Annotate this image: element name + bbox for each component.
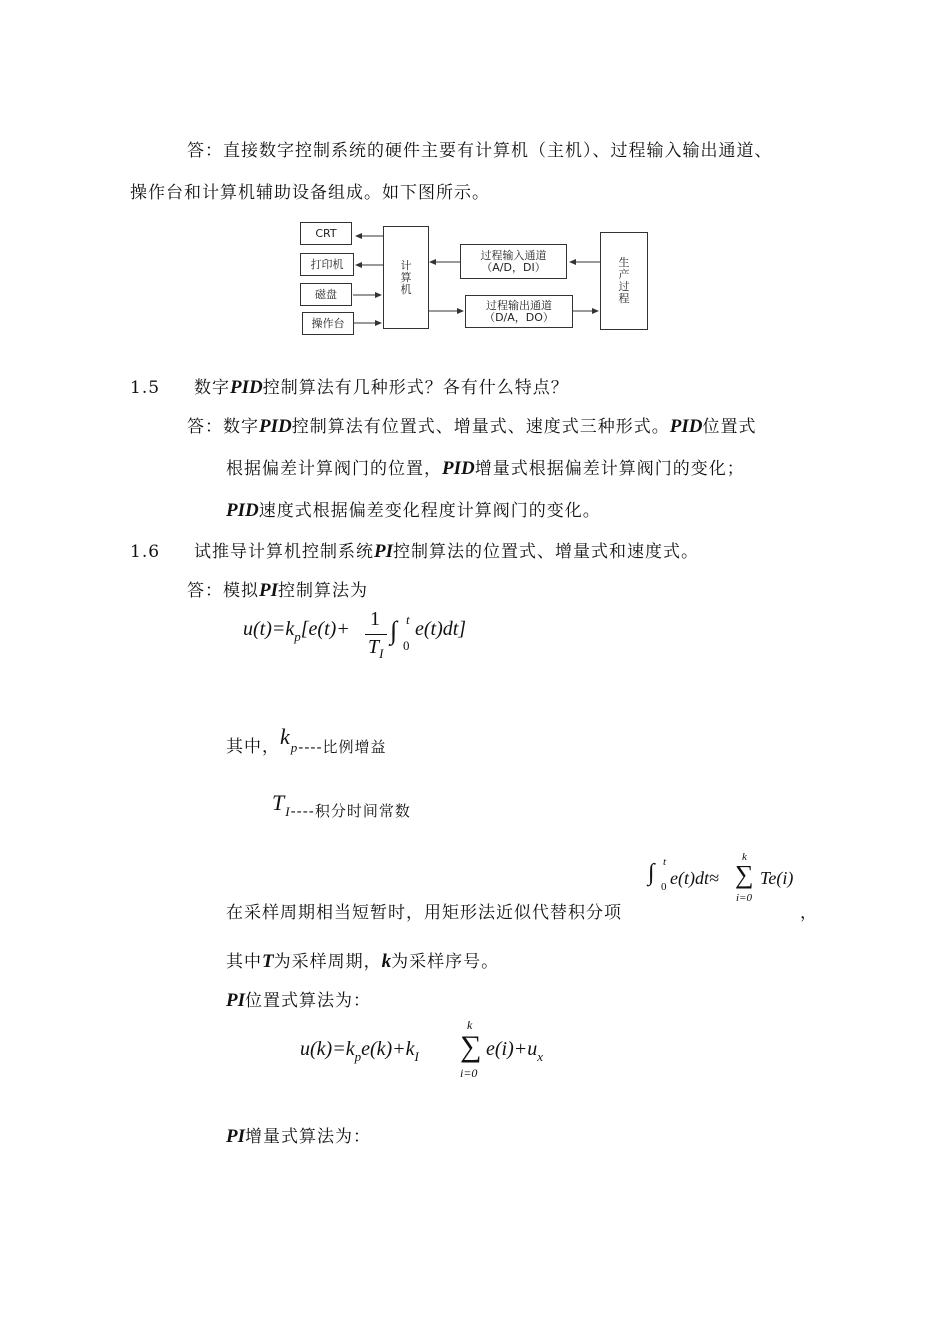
- text: 位置式算法为：: [245, 991, 371, 1011]
- console-block: [302, 312, 354, 335]
- formula-integral-approx: ∫ t 0 e(t)dt≈ ∑ k i=0 Te(i): [648, 851, 794, 904]
- text: 答：模拟: [187, 581, 259, 601]
- question-text: 控制算法有几种形式？各有什么特点？: [262, 378, 569, 398]
- formula-analog-pi: $u(t)=k_p[e(t)+$ 1 $T_I$ ∫ t 0 e(t)dt]: [243, 608, 467, 661]
- text: 根据偏差计算阀门的位置，: [226, 459, 442, 479]
- math-pi: PI: [374, 541, 394, 562]
- text: 其中，: [226, 737, 280, 757]
- text: ，: [800, 903, 818, 923]
- computer-char: 计: [400, 258, 412, 272]
- question-number: 1.5: [130, 378, 161, 398]
- input-channel-label: 过程输入通道: [480, 248, 547, 262]
- crt-block: [300, 222, 352, 245]
- math-k: k: [280, 724, 291, 749]
- text: 在采样周期相当短暂时，用矩形法近似代替积分项: [226, 903, 622, 923]
- production-char: 产: [618, 268, 630, 281]
- printer-label: 打印机: [310, 257, 344, 271]
- math-sub-I: I: [285, 804, 291, 819]
- text: ----比例增益: [298, 738, 387, 756]
- output-channel-block: [465, 295, 573, 328]
- text: 其中: [226, 952, 262, 972]
- math-T: T: [272, 790, 286, 815]
- computer-block: [383, 226, 429, 329]
- text: 控制算法为: [278, 581, 368, 601]
- question-text: 控制算法的位置式、增量式和速度式。: [393, 542, 700, 562]
- sampling-definition: [226, 947, 499, 973]
- math-pi: PI: [226, 1126, 245, 1147]
- crt-label: CRT: [315, 226, 337, 240]
- text: 速度式根据偏差变化程度计算阀门的变化。: [258, 501, 601, 521]
- answer-1-6-intro: [187, 576, 368, 602]
- text: 答：数字: [187, 417, 259, 437]
- output-channel-label: 过程输出通道: [486, 298, 552, 312]
- disk-block: [300, 283, 352, 306]
- answer-intro-line1: 答：直接数字控制系统的硬件主要有计算机（主机）、过程输入输出通道、: [187, 141, 773, 161]
- input-channel-sub: （A/D，DI）: [481, 260, 546, 274]
- math-pid: PID: [442, 458, 475, 479]
- answer-intro-line2: 操作台和计算机辅助设备组成。如下图所示。: [130, 183, 490, 203]
- approx-comma: [800, 898, 818, 923]
- formula-pi-position: $u(k)=k_pe(k)+k_I$ ∑ k i=0 $e(i)+u_x$: [300, 1018, 544, 1080]
- printer-block: [300, 253, 354, 276]
- computer-char: 机: [400, 282, 412, 296]
- math-pid: PID: [669, 416, 703, 437]
- text: ----积分时间常数: [290, 802, 411, 820]
- math-pid: PID: [259, 416, 292, 437]
- pi-incremental-heading: [226, 1122, 371, 1148]
- ti-definition: [272, 790, 411, 822]
- text: 位置式: [702, 417, 757, 437]
- text: 控制算法有位置式、增量式、速度式三种形式。: [291, 417, 670, 437]
- math-k: k: [381, 951, 392, 972]
- answer-1-5-line2: [226, 454, 745, 480]
- output-channel-sub: （D/A，DO）: [484, 310, 554, 324]
- answer-1-5-line1: [187, 412, 756, 438]
- approx-text: [226, 898, 622, 923]
- math-pid: PID: [230, 377, 263, 398]
- production-process-block: [600, 232, 648, 330]
- answer-1-5-line3: [226, 496, 601, 522]
- question-text: 试推导计算机控制系统: [194, 542, 375, 562]
- question-text: 数字: [194, 378, 231, 398]
- math-T: T: [262, 951, 274, 972]
- production-char: 程: [618, 292, 630, 305]
- math-pi: PI: [226, 990, 245, 1011]
- input-channel-block: [460, 244, 567, 279]
- pi-position-heading: [226, 986, 371, 1012]
- computer-char: 算: [400, 270, 412, 284]
- text: 为采样序号。: [391, 952, 500, 972]
- production-char: 过: [618, 280, 630, 293]
- kp-definition: [226, 724, 387, 758]
- question-number: 1.6: [130, 542, 161, 562]
- math-sub-p: p: [290, 740, 299, 755]
- text: 增量式根据偏差计算阀门的变化；: [474, 459, 745, 479]
- disk-label: 磁盘: [315, 287, 337, 301]
- math-pid: PID: [226, 500, 259, 521]
- question-1-5: [130, 373, 569, 399]
- production-char: 生: [618, 256, 630, 269]
- text: 增量式算法为：: [245, 1127, 371, 1147]
- console-label: 操作台: [311, 316, 345, 330]
- text: 为采样周期，: [273, 952, 382, 972]
- question-1-6: [130, 537, 699, 563]
- math-pi: PI: [259, 580, 278, 601]
